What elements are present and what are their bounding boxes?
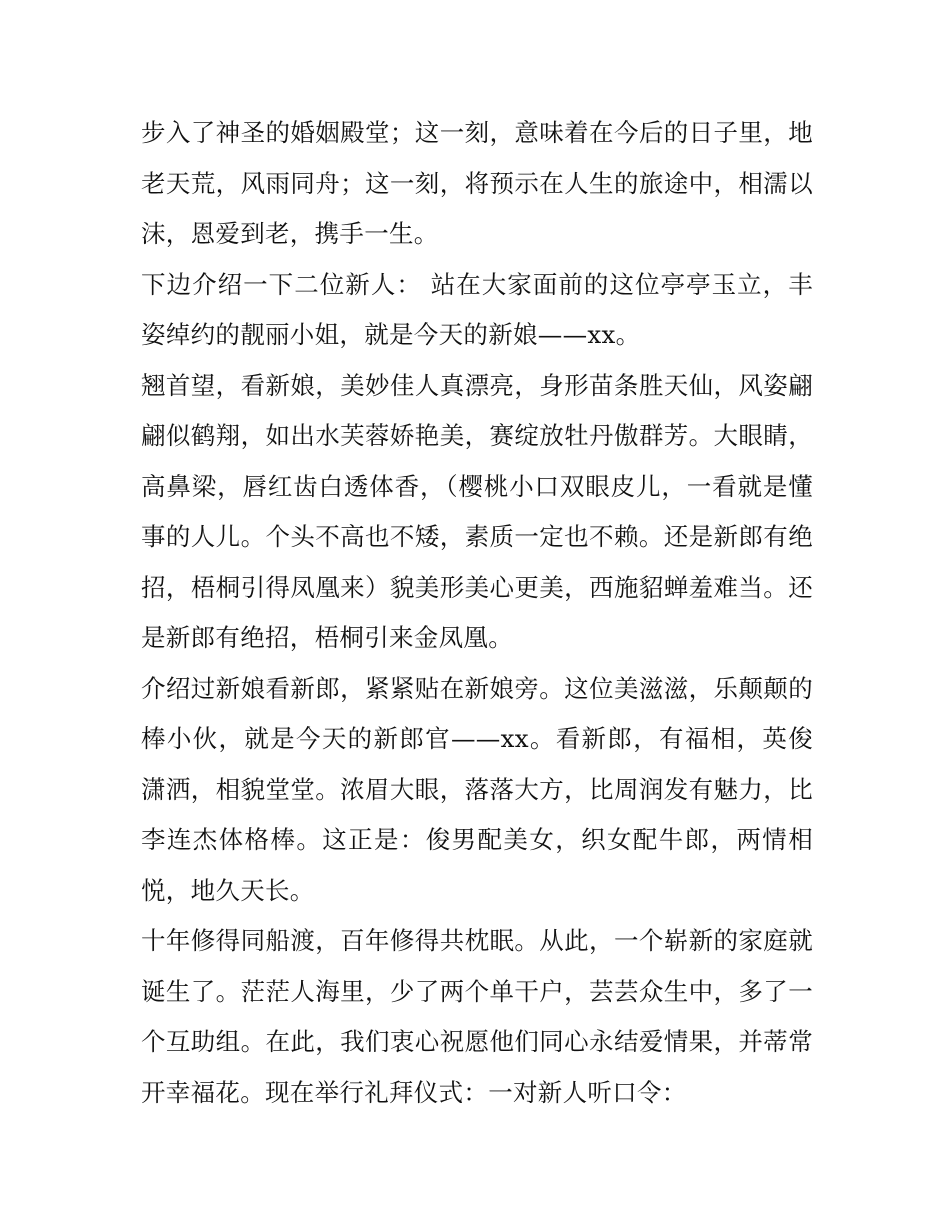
document-body: [141, 108, 813, 1118]
paragraph-groom-introduction: 介绍过新娘看新郎，紧紧贴在新娘旁。这位美滋滋，乐颠颠的棒小伙，就是今天的新郎官——xx。看新郎，有福相，英俊潇洒，相貌堂堂。浓眉大眼，落落大方，比周润发有魅力，比李连杰体格棒。这正是：俊男配美女，织女配牛郎，两情相悦，地久天长。: [141, 673, 813, 905]
paragraph-bride-introduction: 下边介绍一下二位新人： 站在大家面前的这位亭亭玉立，丰姿绰约的靓丽小姐，就是今天的新娘——xx。: [141, 269, 813, 349]
paragraph-wedding-vows: 步入了神圣的婚姻殿堂；这一刻，意味着在今后的日子里，地老天荒，风雨同舟；这一刻，将预示在人生的旅途中，相濡以沫，恩爱到老，携手一生。: [141, 118, 813, 248]
paragraph-blessing: 十年修得同船渡，百年修得共枕眠。从此，一个崭新的家庭就诞生了。茫茫人海里，少了两个单干户，芸芸众生中，多了一个互助组。在此，我们衷心祝愿他们同心永结爱情果，并蒂常开幸福花。现在举行礼拜仪式：一对新人听口令：: [141, 926, 813, 1107]
paragraph-bride-description: 翘首望，看新娘，美妙佳人真漂亮，身形苗条胜天仙，风姿翩翩似鹤翔，如出水芙蓉娇艳美，赛绽放牡丹傲群芳。大眼睛，高鼻梁，唇红齿白透体香，（樱桃小口双眼皮儿，一看就是懂事的人儿。个头不高也不矮，素质一定也不赖。还是新郎有绝招，梧桐引得凤凰来）貌美形美心更美，西施貂蝉羞难当。还是新郎有绝招，梧桐引来金凤凰。: [141, 370, 813, 652]
